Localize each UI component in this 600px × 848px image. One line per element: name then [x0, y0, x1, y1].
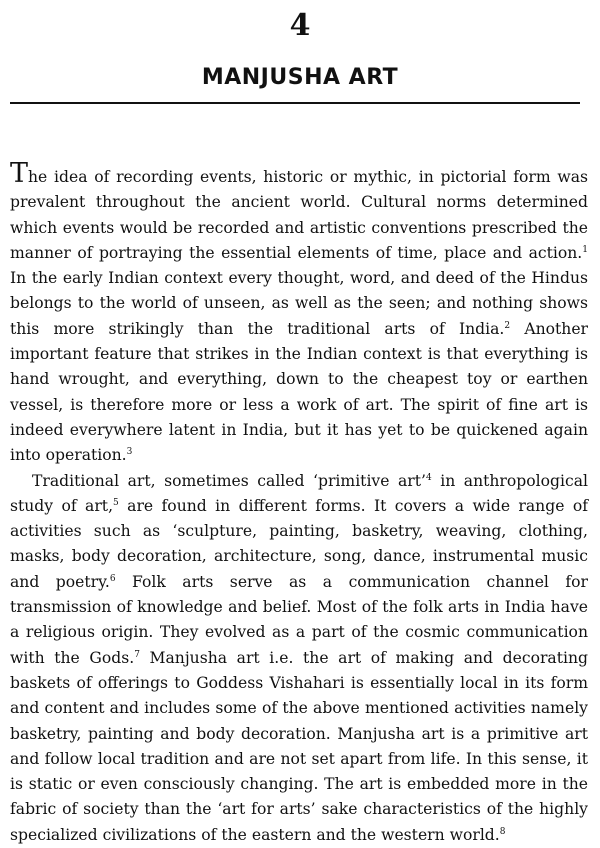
footnote-ref: 4: [425, 472, 432, 483]
footnote-ref: 6: [109, 573, 116, 584]
paragraph-text: Manjusha art i.e. the art of making and decorating baskets of offerings to Goddess Vishahari is essentially local in its form and content and includes some of the above mentioned activities namely basketry, painting and body decoration. Manjusha art is a primitive art and follow local tradition and are not set apart from life. In this sense, it is static or even consciously changing. The art is embedded more in the fabric of society than the ‘art for arts’ sake characteristics of the highly specialized civilizations of the eastern and the western world.: [10, 648, 588, 844]
body-text: [10, 160, 588, 848]
title-divider: [10, 102, 580, 104]
footnote-ref: 3: [126, 447, 133, 458]
footnote-ref: 2: [504, 320, 511, 331]
footnote-ref: 8: [499, 826, 506, 837]
footnote-ref: 5: [113, 497, 119, 508]
paragraph-text: in anthropological study of art,: [10, 471, 588, 515]
paragraph-text: In the early Indian context every thought, word, and deed of the Hindus belongs to the world of unseen, as well as the seen; and nothing shows this more strikingly than the traditional arts of India.: [10, 269, 588, 338]
paragraph-2: [10, 469, 588, 848]
paragraph-1: [10, 160, 588, 469]
paragraph-text: are found in different forms. It covers a wide range of activities such as ‘sculpture, painting, basketry, weaving, clothing, masks, body decoration, architecture, song, dance, instrumental music and poetry.: [10, 496, 588, 591]
initial-letter: T: [10, 158, 29, 189]
footnote-ref: 7: [134, 649, 140, 660]
paragraph-text: Traditional art, sometimes called ‘primitive art’: [32, 471, 426, 490]
chapter-number: 4: [289, 8, 311, 43]
paragraph-text: Folk arts serve as a communication channel for transmission of knowledge and belief. Most of the folk arts in India have a religious origin. They evolved as a part of the cosmic communication with the Gods.: [10, 572, 589, 667]
paragraph-text: he idea of recording events, historic or mythic, in pictorial form was prevalent throughout the ancient world. Cultural norms determined which events would be recorded and artistic conventions prescribed the manner of portraying the essential elements of time, place and action.: [10, 168, 588, 262]
paragraph-text: Another important feature that strikes in the Indian context is that everything is hand wrought, and everything, down to the cheapest toy or earthen vessel, is therefore more or less a work of art. The spirit of fine art is indeed everywhere latent in India, but it has yet to be quickened again into operation.: [10, 319, 588, 465]
chapter-title: MANJUSHA ART: [201, 65, 399, 90]
footnote-ref: 1: [582, 244, 588, 255]
